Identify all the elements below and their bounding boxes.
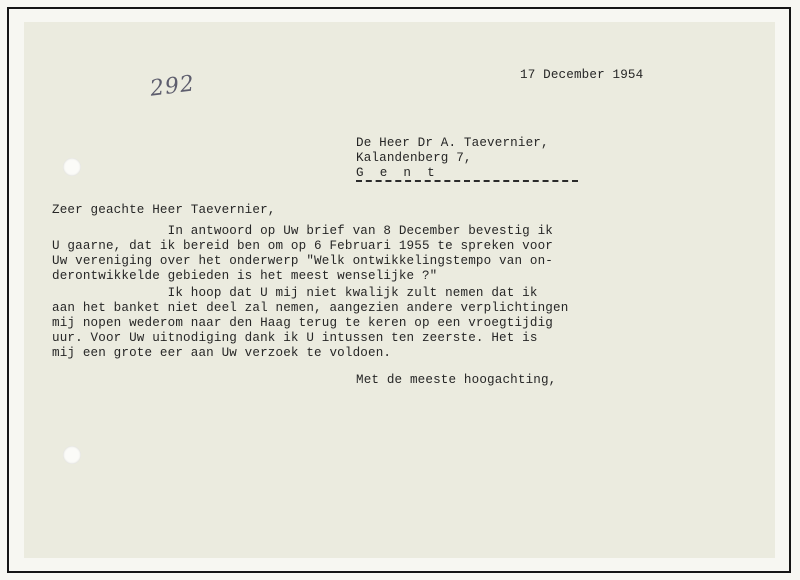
punch-hole-top	[63, 158, 81, 176]
body-line: aan het banket niet deel zal nemen, aangezien andere verplichtingen	[52, 301, 569, 315]
body-line: Ik hoop dat U mij niet kwalijk zult nemen dat ik	[52, 286, 538, 300]
address-city: G e n t	[356, 166, 440, 180]
body-line: In antwoord op Uw brief van 8 December bevestig ik	[52, 224, 553, 238]
body-line: U gaarne, dat ik bereid ben om op 6 Februari 1955 te spreken voor	[52, 239, 553, 253]
body-line: Uw vereniging over het onderwerp "Welk ontwikkelingstempo van on-	[52, 254, 553, 268]
body-line: uur. Voor Uw uitnodiging dank ik U intussen ten zeerste. Het is	[52, 331, 538, 345]
body-line: mij een grote eer aan Uw verzoek te voldoen.	[52, 346, 392, 360]
salutation: Zeer geachte Heer Taevernier,	[52, 203, 276, 217]
body-line: mij nopen wederom naar den Haag terug te keren op een vroegtijdig	[52, 316, 553, 330]
body-line: derontwikkelde gebieden is het meest wenselijke ?"	[52, 269, 438, 283]
letter-date: 17 December 1954	[520, 68, 644, 82]
address-line-2: Kalandenberg 7,	[356, 151, 472, 165]
closing: Met de meeste hoogachting,	[356, 373, 557, 387]
punch-hole-bottom	[63, 446, 81, 464]
handwritten-file-number: 292	[148, 71, 197, 102]
address-line-1: De Heer Dr A. Taevernier,	[356, 136, 549, 150]
address-underline	[356, 180, 578, 182]
